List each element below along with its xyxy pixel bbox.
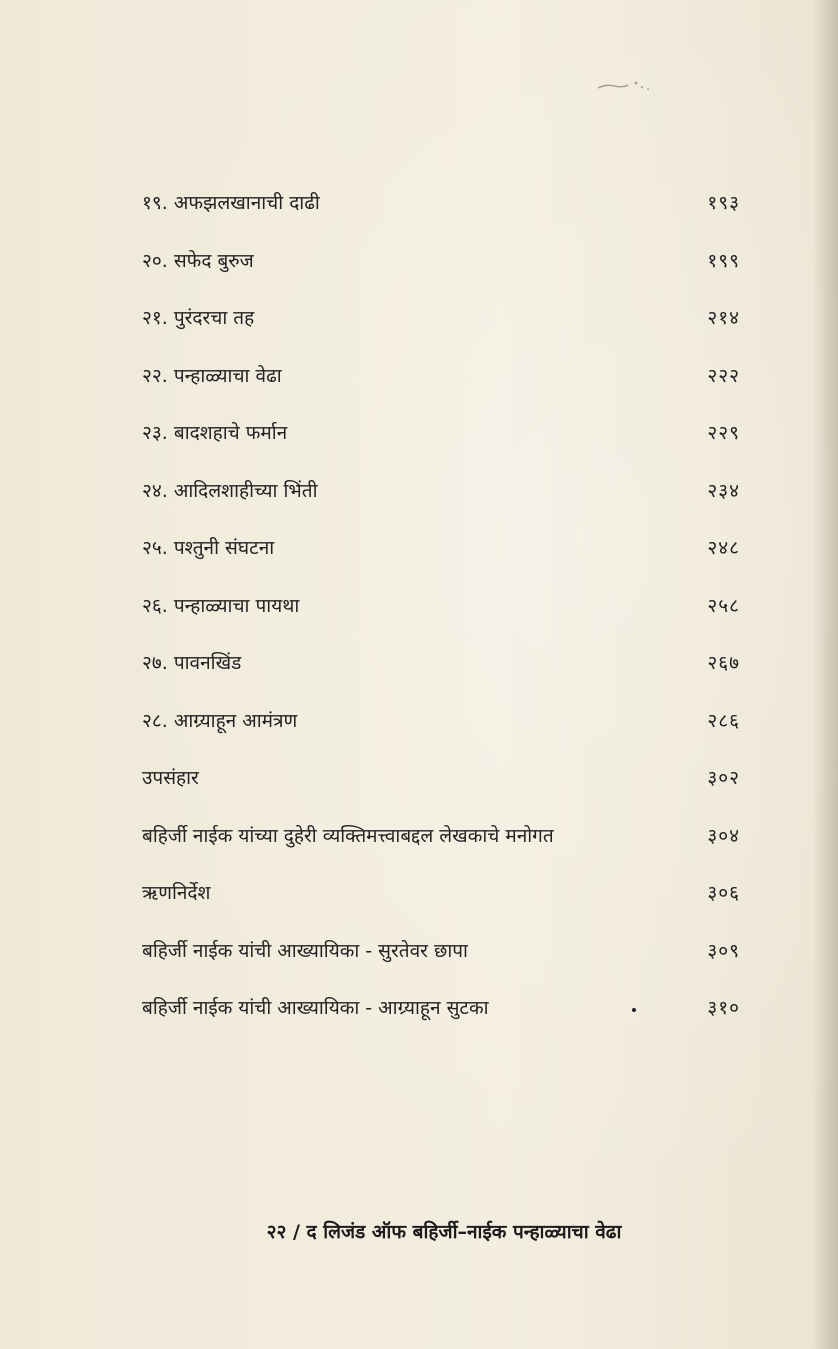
toc-entry-title: बहिर्जी नाईक यांची आख्यायिका - सुरतेवर छापा [142,939,468,962]
toc-entry-page: ३०९ [707,939,740,962]
toc-entry-title: २४. आदिलशाहीच्या भिंती [142,479,318,502]
table-of-contents [142,189,742,1052]
toc-entry-title: २२. पन्हाळ्याचा वेढा [142,364,282,387]
toc-entry-title: २८. आग्र्याहून आमंत्रण [142,709,298,732]
toc-entry-title: २६. पन्हाळ्याचा पायथा [142,594,300,617]
toc-entry-page: २८६ [707,709,740,732]
toc-entry-page: २६७ [707,652,740,674]
toc-entry-title: २१. पुरंदरचा तह [142,307,255,329]
toc-entry-title: २५. पश्तुनी संघटना [142,537,275,559]
toc-entry [142,937,742,995]
toc-entry-page: २५८ [707,594,740,617]
toc-entry-title: बहिर्जी नाईक यांची आख्यायिका - आग्र्याहून सुटका [142,997,489,1019]
toc-entry-page: ३०६ [707,882,740,904]
toc-entry [142,247,742,305]
toc-entry-page: ३०४ [707,824,740,847]
toc-entry [142,477,742,535]
toc-entry [142,419,742,477]
toc-entry-title: २३. बादशहाचे फर्मान [142,422,288,444]
toc-entry [142,994,742,1052]
toc-entry [142,189,742,247]
toc-entry-page: ३०२ [707,767,740,789]
toc-entry [142,879,742,937]
toc-entry [142,649,742,707]
toc-entry-page: २४८ [707,537,740,559]
toc-entry-title: २०. सफेद बुरुज [142,249,254,272]
toc-entry-title: ऋणनिर्देश [142,882,211,904]
page-footer [0,1218,838,1244]
toc-entry [142,764,742,822]
ink-dot [632,1008,636,1012]
toc-entry-page: २३४ [707,479,740,502]
toc-entry [142,534,742,592]
toc-entry-page: २२२ [707,364,740,387]
toc-entry [142,707,742,765]
toc-entry-page: २१४ [707,307,740,329]
page-spine-shadow [812,0,838,1349]
footer-text: २२ / द लिजंड ऑफ बहिर्जी–नाईक पन्हाळ्याचा वेढा [266,1221,622,1243]
ink-smudge [596,76,656,94]
toc-entry [142,592,742,650]
toc-entry-page: ३१० [707,997,740,1019]
toc-entry-title: २७. पावनखिंड [142,652,242,674]
toc-entry [142,822,742,880]
toc-entry [142,304,742,362]
toc-entry-page: २२९ [707,422,740,444]
toc-entry-page: १९९ [707,249,740,272]
toc-entry-title: बहिर्जी नाईक यांच्या दुहेरी व्यक्तिमत्त्वाबद्दल लेखकाचे मनोगत [142,824,554,847]
toc-entry [142,362,742,420]
toc-entry-title: उपसंहार [142,767,199,789]
toc-entry-title: १९. अफझलखानाची दाढी [142,192,320,214]
toc-entry-page: १९३ [707,192,740,214]
